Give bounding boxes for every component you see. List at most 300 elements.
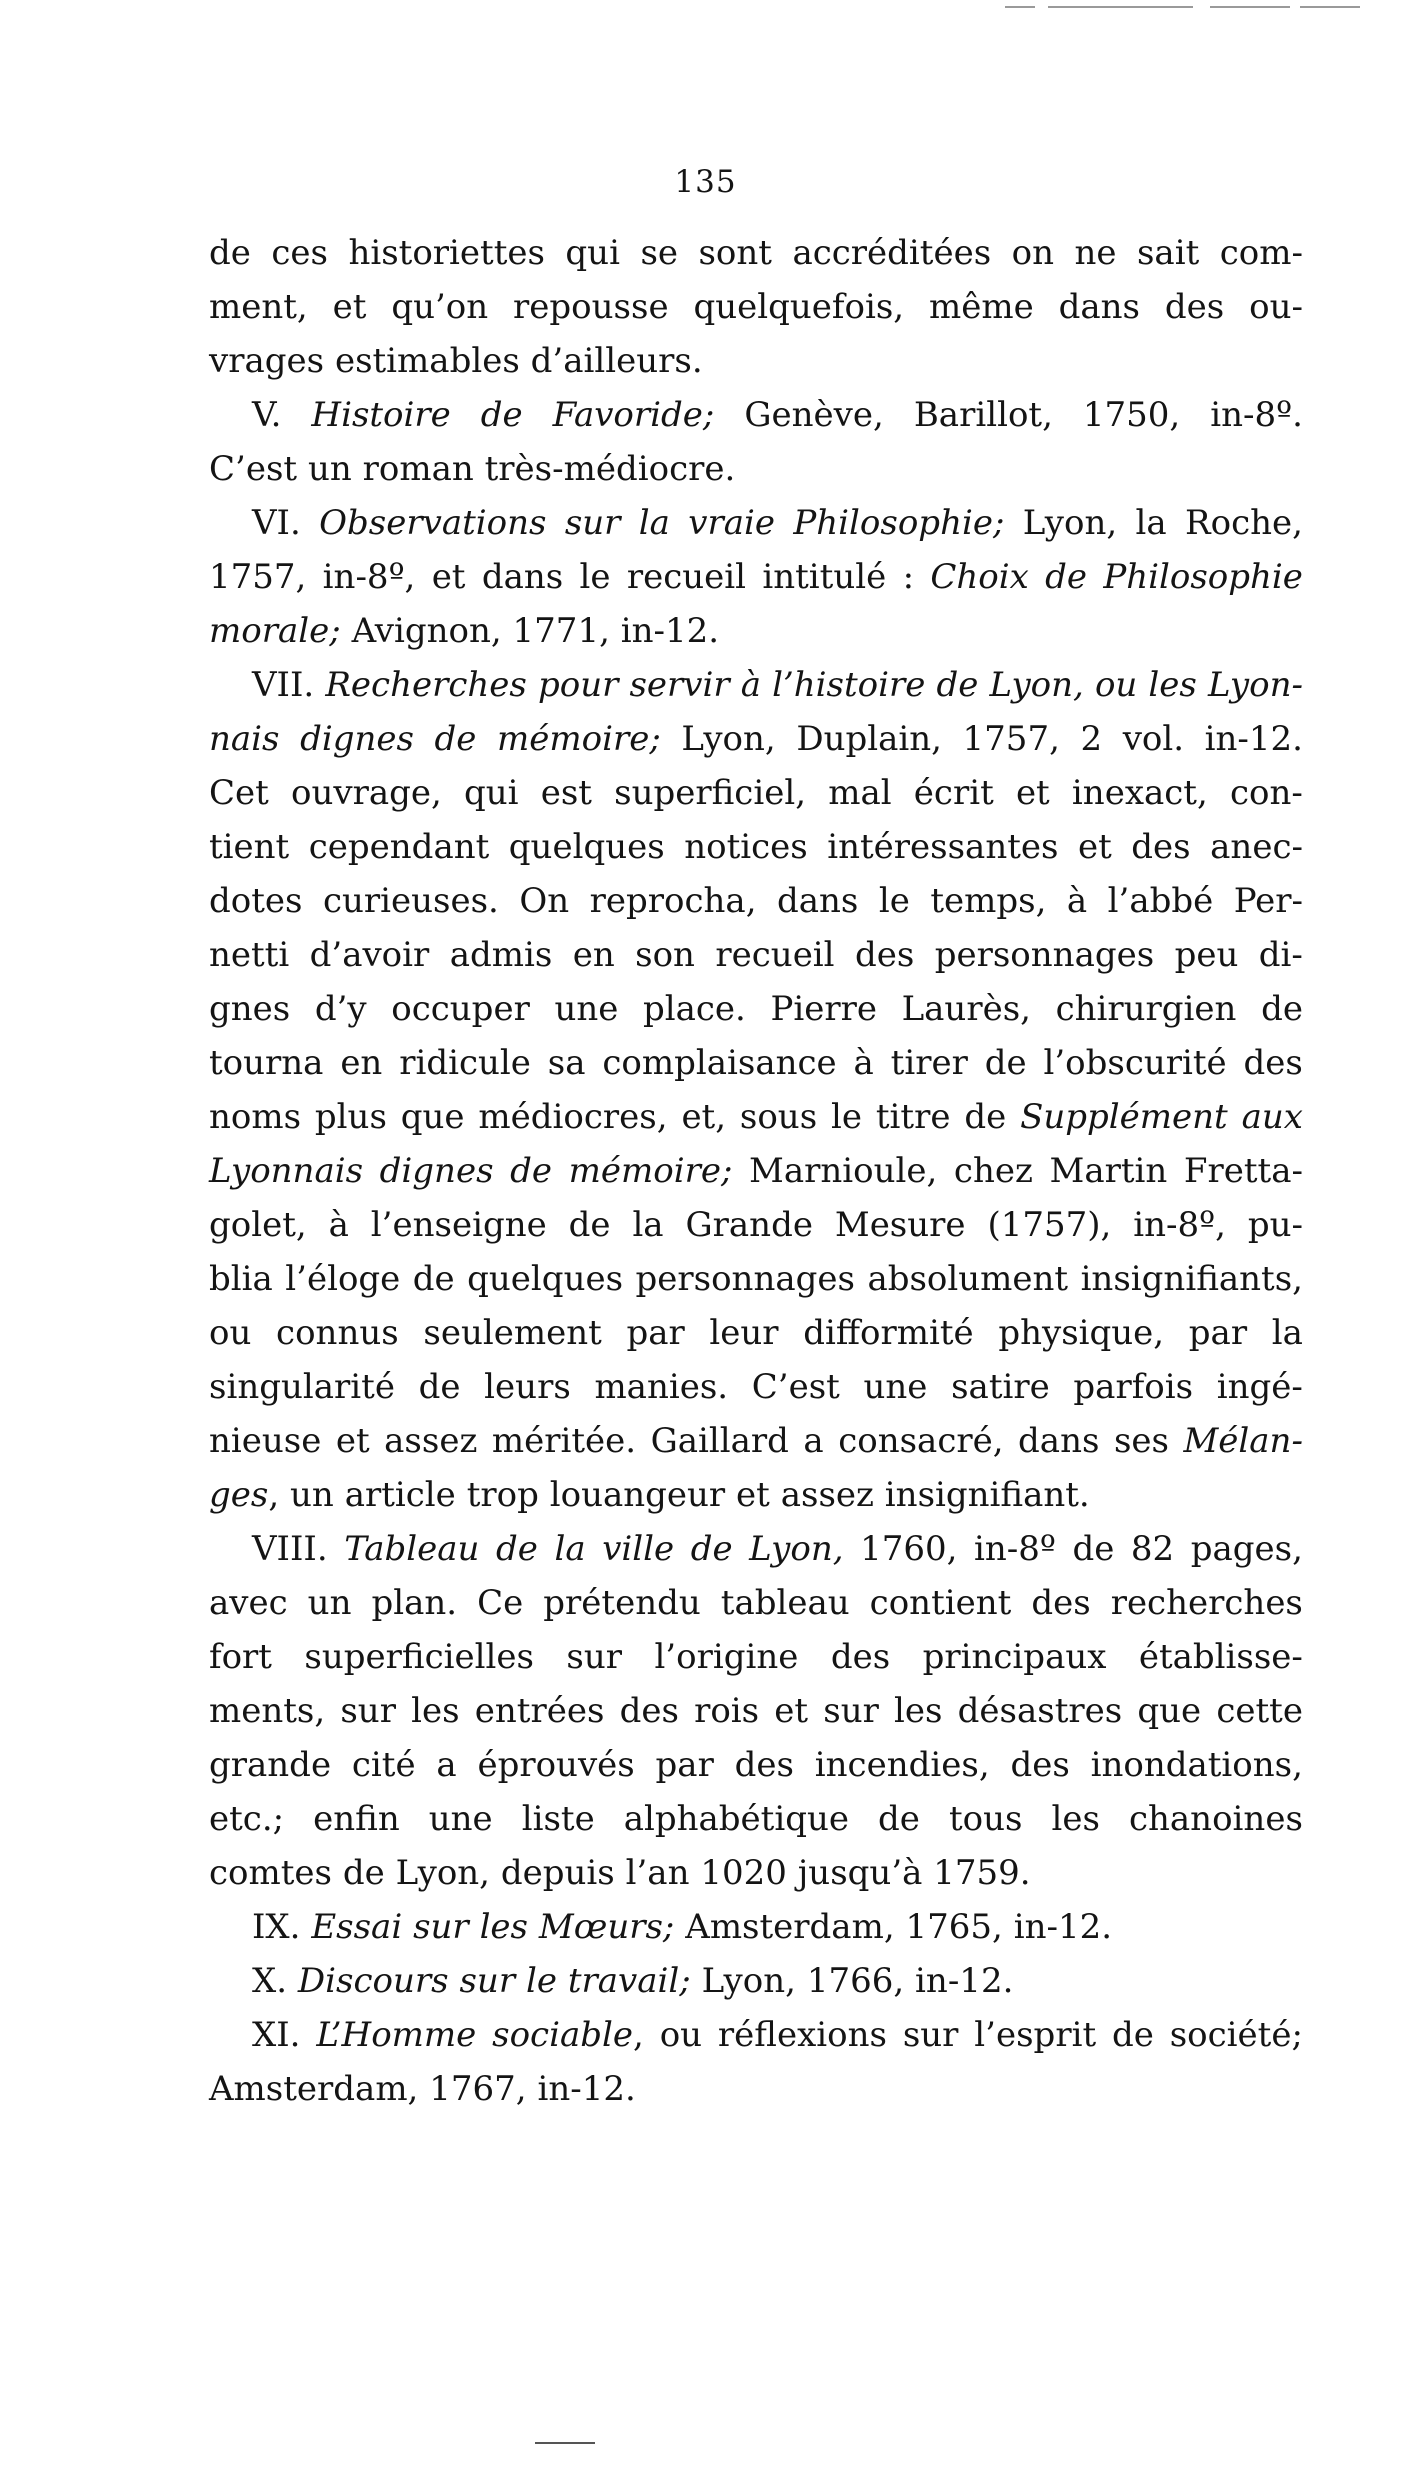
word: de (964, 1097, 1007, 1137)
word (553, 388, 715, 442)
word: noms (209, 1097, 302, 1137)
word: sur (902, 2015, 959, 2055)
word: vol. (1122, 719, 1185, 759)
word (930, 550, 1028, 604)
word: de (342, 1853, 385, 1893)
word: IX. (252, 1907, 301, 1947)
word: in-8º, (1133, 1205, 1226, 1245)
word: incendies, (814, 1745, 990, 1785)
word: des (1010, 1745, 1070, 1785)
word (1045, 550, 1087, 604)
top-edge-mark (1005, 6, 1035, 8)
word: Mesure (834, 1205, 966, 1245)
word: place. (642, 989, 746, 1029)
word: cette (1216, 1691, 1303, 1731)
word: depuis (500, 1853, 615, 1893)
word: ou (209, 1313, 252, 1353)
word: superficiel, (614, 773, 807, 813)
word: à (328, 1205, 349, 1245)
word: sous (739, 1097, 818, 1137)
word (569, 1144, 733, 1198)
word: recueil (715, 935, 835, 975)
word: superficielles (304, 1637, 534, 1677)
word: rois (694, 1691, 760, 1731)
word: sur (823, 1691, 879, 1731)
word: ou (659, 2015, 703, 2055)
word: des (1131, 827, 1191, 867)
word: désastres (957, 1691, 1123, 1731)
italic-text: Favoride; (552, 395, 715, 435)
italic-text: Tableau (344, 1529, 480, 1569)
word: les (411, 1691, 460, 1731)
text-line (209, 280, 1303, 334)
word: enfin (313, 1799, 400, 1839)
word (749, 1522, 843, 1576)
word: 1020 (700, 1853, 787, 1893)
word: X. (252, 1961, 288, 2001)
word: Grande (685, 1205, 813, 1245)
word: in-8º. (1210, 395, 1303, 435)
word: VII. (252, 665, 315, 705)
word: roman (362, 449, 474, 489)
word: con- (1229, 773, 1303, 813)
word: dans (1018, 1421, 1100, 1461)
word: temps, (930, 881, 1047, 921)
text-line (209, 1684, 1303, 1738)
word: ouvrage, (291, 773, 442, 813)
word: : (902, 557, 915, 597)
italic-text: dignes (300, 719, 414, 759)
word: des (1031, 1583, 1091, 1623)
text-line (209, 1792, 1303, 1846)
word: des (619, 1691, 679, 1731)
word: tourna (209, 1043, 324, 1083)
word: entrées (474, 1691, 605, 1731)
word (1095, 658, 1137, 712)
word: a (803, 1421, 824, 1461)
word: un (307, 449, 352, 489)
word: consacré, (838, 1421, 1004, 1461)
word: des (1164, 287, 1225, 327)
italic-text: la (554, 1529, 586, 1569)
word: di- (1258, 935, 1303, 975)
italic-text: de (690, 1529, 733, 1569)
text-line (209, 604, 1303, 658)
word: qui (463, 773, 519, 813)
word: VIII. (252, 1529, 328, 1569)
word: inondations, (1090, 1745, 1303, 1785)
word: gnes (209, 989, 291, 1029)
word (380, 1144, 494, 1198)
italic-text: Mœurs; (538, 1907, 675, 1947)
word (209, 604, 341, 658)
word (1148, 658, 1196, 712)
text-line (209, 658, 1303, 712)
text-line (209, 226, 1303, 280)
italic-text: les (479, 1907, 529, 1947)
word: in-12. (620, 611, 720, 651)
text-line (209, 1846, 1303, 1900)
word: Lyon, (701, 1961, 796, 2001)
word: intéressantes (827, 827, 1059, 867)
italic-text: Supplément (1020, 1097, 1228, 1137)
text-line (209, 550, 1303, 604)
top-edge-mark (1300, 6, 1360, 8)
word (1242, 1090, 1303, 1144)
word: qui (565, 233, 620, 273)
word: ne (1074, 233, 1117, 273)
text-line (209, 388, 1303, 442)
word: la (1271, 1313, 1303, 1353)
italic-text: de (936, 665, 979, 705)
word: 1750, (1082, 395, 1181, 435)
italic-text: ou (1094, 665, 1138, 705)
italic-text: mémoire; (497, 719, 661, 759)
word: comtes (209, 1853, 332, 1893)
word: et (431, 557, 466, 597)
word: 1759. (933, 1853, 1031, 1893)
word: ces (271, 233, 328, 273)
word: l’éloge (285, 1259, 401, 1299)
word: de (1111, 2015, 1154, 2055)
word: et (1015, 773, 1050, 813)
word: et (332, 287, 367, 327)
word: quelquefois, (693, 287, 905, 327)
text-line (209, 982, 1303, 1036)
word (311, 388, 450, 442)
word: sait (1136, 233, 1200, 273)
word: reprocha, (589, 881, 757, 921)
word: cependant (308, 827, 490, 867)
word: d’y (314, 989, 367, 1029)
italic-text: aux (1241, 1097, 1303, 1137)
word: physique, (998, 1313, 1165, 1353)
word: une (863, 1367, 928, 1407)
word: par (655, 1745, 714, 1785)
word: leurs (484, 1367, 571, 1407)
italic-text: de (434, 719, 477, 759)
word (496, 1522, 538, 1576)
word (554, 1522, 585, 1576)
text-line (209, 496, 1303, 550)
italic-text: dignes (379, 1151, 494, 1191)
word: 1757, (962, 719, 1060, 759)
word: même (928, 287, 1034, 327)
word: in-12. (915, 1961, 1014, 2001)
word (316, 2008, 476, 2062)
word: des (854, 935, 915, 975)
word: Avignon, (351, 611, 502, 651)
word: intitulé (762, 557, 887, 597)
word: le (831, 1097, 863, 1137)
word: plan. (371, 1583, 458, 1623)
word: médiocres, (478, 1097, 668, 1137)
word (539, 1900, 675, 1954)
word (1208, 658, 1303, 712)
word: de (1261, 989, 1303, 1029)
word: notices (684, 827, 808, 867)
word: personnages (635, 1259, 855, 1299)
italic-text: la (638, 503, 670, 543)
text-line (209, 2008, 1303, 2062)
word (481, 388, 523, 442)
word: sociable, (492, 2015, 644, 2055)
text-line (209, 1414, 1303, 1468)
word: se (640, 233, 679, 273)
word: éprouvés (477, 1745, 635, 1785)
italic-text: de (1045, 557, 1088, 597)
word (526, 1954, 557, 2008)
word: écrit (913, 773, 994, 813)
word (688, 496, 775, 550)
word (565, 496, 621, 550)
word: l’abbé (1107, 881, 1214, 921)
word (1020, 1090, 1228, 1144)
word: ment, (209, 287, 308, 327)
word: Laurès, (901, 989, 1031, 1029)
italic-text: pour (537, 665, 619, 705)
bottom-edge-mark (535, 2442, 595, 2444)
word: pu- (1247, 1205, 1303, 1245)
word: 2 (1080, 719, 1103, 759)
word: sont (698, 233, 772, 273)
word: leur (709, 1313, 779, 1353)
word: recherches (1110, 1583, 1303, 1623)
word: l’esprit (974, 2015, 1097, 2055)
italic-text: servir (629, 665, 730, 705)
word: Per- (1233, 881, 1303, 921)
word: Roche, (1185, 503, 1303, 543)
word: article (344, 1475, 456, 1515)
word: XI. (252, 2015, 301, 2055)
word: sa (547, 1043, 586, 1083)
word (325, 658, 527, 712)
word: Ce (477, 1583, 524, 1623)
word: liste (521, 1799, 595, 1839)
text-line (209, 1144, 1303, 1198)
word: d’ailleurs. (530, 341, 703, 381)
word: de (878, 1799, 920, 1839)
word: tableau (720, 1583, 850, 1623)
italic-text: Recherches (325, 665, 527, 705)
italic-text: Essai (311, 1907, 403, 1947)
word (989, 658, 1083, 712)
text-line (209, 1576, 1303, 1630)
word: C’est (209, 449, 298, 489)
page-number: 135 (674, 164, 737, 200)
word: historiettes (348, 233, 545, 273)
word: curieuses. (322, 881, 499, 921)
word: manies. (594, 1367, 729, 1407)
word: golet, (209, 1205, 307, 1245)
italic-text: L’Homme (316, 2015, 477, 2055)
word (772, 658, 925, 712)
word (497, 712, 661, 766)
word: en (340, 1043, 383, 1083)
word: et (335, 1421, 370, 1461)
word: peu (1174, 935, 1239, 975)
italic-text: de (510, 1151, 553, 1191)
word: in-8º, (322, 557, 416, 597)
word: tirer (890, 1043, 968, 1083)
word: de (418, 1367, 461, 1407)
word: C’est (751, 1367, 840, 1407)
top-edge-mark (1210, 6, 1290, 8)
word: par (1188, 1313, 1248, 1353)
text-line (209, 1090, 1303, 1144)
word: dans (1058, 287, 1140, 327)
italic-text: Choix (930, 557, 1029, 597)
word: On (519, 881, 570, 921)
word: quelques (467, 1259, 624, 1299)
italic-text: sur (564, 503, 621, 543)
text-line (209, 1198, 1303, 1252)
word: 1760, (860, 1529, 958, 1569)
word: 1771, (512, 611, 610, 651)
word: 1767, (429, 2069, 527, 2109)
word: blia (209, 1259, 273, 1299)
word: des (1243, 1043, 1303, 1083)
text-line (209, 334, 1303, 388)
word: cité (351, 1745, 416, 1785)
word: de (568, 1205, 611, 1245)
word: dans (777, 881, 859, 921)
word (741, 658, 761, 712)
word: Genève, (744, 395, 884, 435)
word: tient (209, 827, 290, 867)
word: recueil (626, 557, 747, 597)
italic-text: travail; (567, 1961, 691, 2001)
word: les (1051, 1799, 1100, 1839)
word: un (307, 1583, 352, 1623)
italic-text: sur (459, 1961, 516, 2001)
word: l’enseigne (370, 1205, 547, 1245)
word: société; (1169, 2015, 1303, 2055)
word (639, 496, 670, 550)
word: vrages (209, 341, 325, 381)
word: in-12. (1013, 1907, 1113, 1947)
word (300, 712, 414, 766)
body-text (209, 226, 1303, 2116)
word: ges, (209, 1475, 280, 1515)
word: connus (276, 1313, 399, 1353)
word: occuper (391, 989, 530, 1029)
word: Lyon, (1022, 503, 1118, 543)
word: méritée. (491, 1421, 637, 1461)
top-edge-mark (1048, 6, 1193, 8)
word: titre (875, 1097, 951, 1137)
word: Cet (209, 773, 269, 813)
italic-text: de (480, 395, 523, 435)
word: Gaillard (650, 1421, 789, 1461)
word: le (579, 557, 611, 597)
word: chanoines (1128, 1799, 1303, 1839)
word: etc.; (209, 1799, 285, 1839)
italic-text: à (740, 665, 761, 705)
word: anec- (1210, 827, 1303, 867)
italic-text: vraie (688, 503, 776, 543)
word: 1765, (905, 1907, 1003, 1947)
word (209, 1144, 363, 1198)
word: Fretta- (1183, 1151, 1303, 1191)
italic-text: Observations (319, 503, 547, 543)
word: chez (953, 1151, 1033, 1191)
word: pages, (1190, 1529, 1303, 1569)
word: alphabétique (623, 1799, 850, 1839)
italic-text: les (1148, 665, 1197, 705)
italic-text: ville (602, 1529, 675, 1569)
word: plus (314, 1097, 387, 1137)
word: mal (828, 773, 892, 813)
italic-text: Philosophie; (793, 503, 1005, 543)
italic-text: sociable (492, 2015, 634, 2055)
text-line (209, 1900, 1303, 1954)
word: d’avoir (309, 935, 430, 975)
italic-text: Histoire (311, 395, 451, 435)
word (344, 1522, 479, 1576)
word: son (635, 935, 695, 975)
word: dans (481, 557, 564, 597)
word (480, 1900, 528, 1954)
word: personnages (934, 935, 1155, 975)
word: Lyon, (395, 1853, 490, 1893)
word: la (632, 1205, 664, 1245)
word: 82 (1130, 1529, 1175, 1569)
text-line (209, 2062, 1303, 2116)
word: parfois (1073, 1367, 1194, 1407)
word: fort (209, 1637, 272, 1677)
word: Barillot, (913, 395, 1053, 435)
word: complaisance (602, 1043, 837, 1083)
word (1103, 550, 1303, 604)
word (602, 1522, 674, 1576)
italic-text: Discours (297, 1961, 449, 2001)
text-line (209, 1522, 1303, 1576)
italic-text: le (525, 1961, 557, 2001)
word: chirurgien (1055, 989, 1237, 1029)
word: a (436, 1745, 457, 1785)
word: (1757), (987, 1205, 1112, 1245)
italic-text: Lyon, (989, 665, 1084, 705)
word: com- (1219, 233, 1303, 273)
italic-text: mémoire; (568, 1151, 733, 1191)
word: est (540, 773, 592, 813)
word: de (412, 1259, 455, 1299)
word: singularité (209, 1367, 395, 1407)
text-line (209, 766, 1303, 820)
word: satire (951, 1367, 1050, 1407)
word: en (572, 935, 615, 975)
italic-text: ges (209, 1475, 269, 1515)
word: dotes (209, 881, 303, 921)
word: que (1137, 1691, 1202, 1731)
word: ingé- (1216, 1367, 1303, 1407)
word (413, 1900, 469, 1954)
word (629, 658, 729, 712)
word (311, 1900, 402, 1954)
text-line (209, 1738, 1303, 1792)
word: ses (1113, 1421, 1169, 1461)
italic-text: Lyonnais (209, 1151, 364, 1191)
word: Lyon, (681, 719, 776, 759)
word: estimables (334, 341, 520, 381)
text-line (209, 1252, 1303, 1306)
word: 1757, (209, 557, 307, 597)
word: nieuse (209, 1421, 322, 1461)
word: qu’on (391, 287, 489, 327)
word: Pierre (770, 989, 877, 1029)
word: 1766, (806, 1961, 905, 2001)
